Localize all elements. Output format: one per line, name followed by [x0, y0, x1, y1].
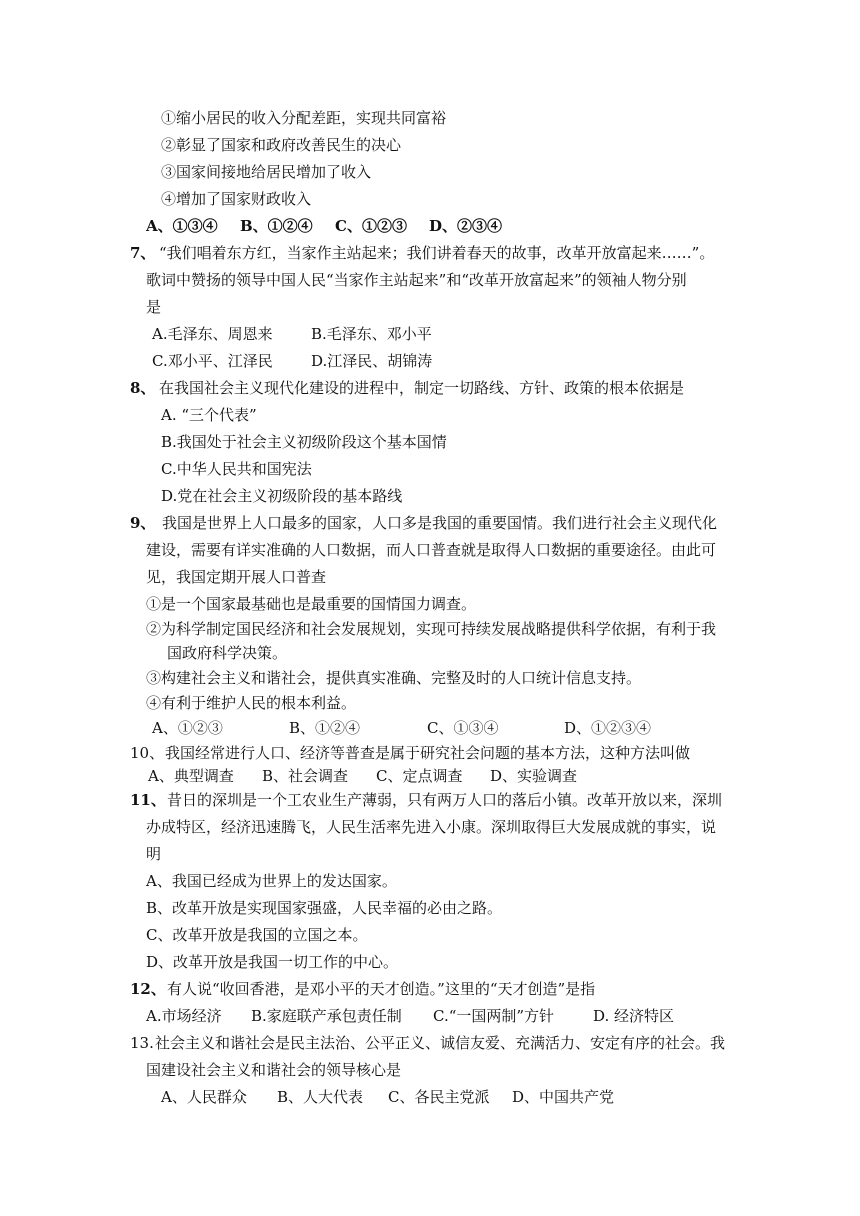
q7-stem-line-2: 歌词中赞扬的领导中国人民“当家作主站起来”和“改革开放富起来”的领袖人物分别 — [146, 271, 687, 289]
q6-option-b: B、①②④ — [240, 217, 313, 235]
q11-stem-line-3: 明 — [146, 845, 162, 863]
q9-option-d: D、①②③④ — [564, 719, 652, 737]
q8-option-b: B.我国处于社会主义初级阶段这个基本国情 — [161, 433, 447, 451]
q9-item-2: ②为科学制定国民经济和社会发展规划，实现可持续发展战略提供科学依据，有利于我 — [146, 620, 717, 638]
q6-option-a: A、①③④ — [146, 217, 218, 235]
q9-stem-line-1: 我国是世界上人口最多的国家，人口多是我国的重要国情。我们进行社会主义现代化 — [162, 514, 718, 532]
q11-option-b: B、改革开放是实现国家强盛，人民幸福的必由之路。 — [146, 899, 503, 917]
q12-stem: 有人说“收回香港，是邓小平的天才创造。”这里的“天才创造”是指 — [167, 980, 596, 998]
q6-item-3: ③国家间接地给居民增加了收入 — [161, 163, 372, 181]
q11-option-d: D、改革开放是我国一切工作的中心。 — [146, 953, 399, 971]
q13-stem-line-2: 国建设社会主义和谐社会的领导核心是 — [146, 1061, 402, 1079]
q11-option-c: C、改革开放是我国的立国之本。 — [146, 926, 368, 944]
q10-options — [148, 766, 577, 786]
q7-number: 7、 — [130, 244, 156, 262]
q10-number: 10、 — [130, 744, 165, 762]
q11-option-a: A、我国已经成为世界上的发达国家。 — [146, 872, 397, 890]
q9-item-4: ④有利于维护人民的根本利益。 — [146, 694, 357, 712]
q11-number: 11、 — [130, 791, 166, 809]
q9-number: 9、 — [130, 514, 156, 532]
q10-stem: 我国经常进行人口、经济等普查是属于研究社会问题的基本方法，这种方法叫做 — [165, 744, 691, 762]
q7-option-c: C.邓小平、江泽民 — [152, 352, 273, 370]
q9-option-c: C、①③④ — [427, 719, 499, 737]
q6-option-c: C、①②③ — [335, 217, 407, 235]
q7-option-d: D.江泽民、胡锦涛 — [311, 352, 433, 370]
q9-item-2-cont: 国政府科学决策。 — [167, 644, 288, 662]
q13-option-c: C、各民主党派 — [388, 1088, 490, 1106]
q6-options — [146, 216, 502, 236]
q6-item-1: ①缩小居民的收入分配差距，实现共同富裕 — [161, 109, 447, 127]
q10-option-a: A、典型调查 — [148, 767, 234, 785]
q13-number: 13. — [130, 1034, 154, 1052]
q6-option-d: D、②③④ — [429, 217, 503, 235]
q9-option-b: B、①②④ — [289, 719, 361, 737]
q12-option-b: B.家庭联产承包责任制 — [251, 1007, 402, 1025]
q8-option-a: A. “三个代表” — [161, 406, 257, 424]
q8-option-d: D.党在社会主义初级阶段的基本路线 — [161, 487, 403, 505]
q6-item-2: ②彰显了国家和政府改善民生的决心 — [161, 136, 402, 154]
q7-stem-line-1: “我们唱着东方红，当家作主站起来；我们讲着春天的故事，改革开放富起来……”。 — [159, 244, 715, 262]
q12-option-d: D. 经济特区 — [593, 1007, 675, 1025]
q10-option-c: C、定点调查 — [376, 767, 463, 785]
q13-option-b: B、人大代表 — [277, 1088, 364, 1106]
q9-option-a: A、①②③ — [152, 719, 223, 737]
q9-stem-line-2: 建设，需要有详实准确的人口数据，而人口普查就是取得人口数据的重要途径。由此可 — [146, 541, 717, 559]
q11-stem-line-2: 办成特区，经济迅速腾飞，人民生活率先进入小康。深圳取得巨大发展成就的事实，说 — [146, 818, 717, 836]
q13-option-d: D、中国共产党 — [512, 1088, 615, 1106]
q8-option-c: C.中华人民共和国宪法 — [161, 460, 312, 478]
q10-option-d: D、实验调查 — [490, 767, 578, 785]
q12-option-a: A.市场经济 — [146, 1007, 222, 1025]
q9-stem-line-3: 见，我国定期开展人口普查 — [146, 568, 327, 586]
q12-option-c: C.“一国两制”方针 — [433, 1007, 555, 1025]
q8-stem: 在我国社会主义现代化建设的进程中，制定一切路线、方针、政策的根本依据是 — [159, 379, 685, 397]
q7-option-b: B.毛泽东、邓小平 — [311, 325, 432, 343]
q10-option-b: B、社会调查 — [262, 767, 349, 785]
q8-number: 8、 — [130, 379, 156, 397]
q9-item-1: ①是一个国家最基础也是最重要的国情国力调查。 — [146, 595, 477, 613]
q9-item-3: ③构建社会主义和谐社会，提供真实准确、完整及时的人口统计信息支持。 — [146, 669, 642, 687]
q11-stem-line-1: 昔日的深圳是一个工农业生产薄弱，只有两万人口的落后小镇。改革开放以来，深圳 — [167, 791, 723, 809]
q7-option-a: A.毛泽东、周恩来 — [152, 325, 273, 343]
q7-stem-line-3: 是 — [146, 298, 162, 316]
q13-options — [161, 1087, 614, 1107]
q6-item-4: ④增加了国家财政收入 — [161, 190, 312, 208]
q13-stem-line-1: 社会主义和谐社会是民主法治、公平正义、诚信友爱、充满活力、安定有序的社会。我 — [155, 1034, 726, 1052]
q13-option-a: A、人民群众 — [161, 1088, 247, 1106]
q12-number: 12、 — [130, 980, 166, 998]
